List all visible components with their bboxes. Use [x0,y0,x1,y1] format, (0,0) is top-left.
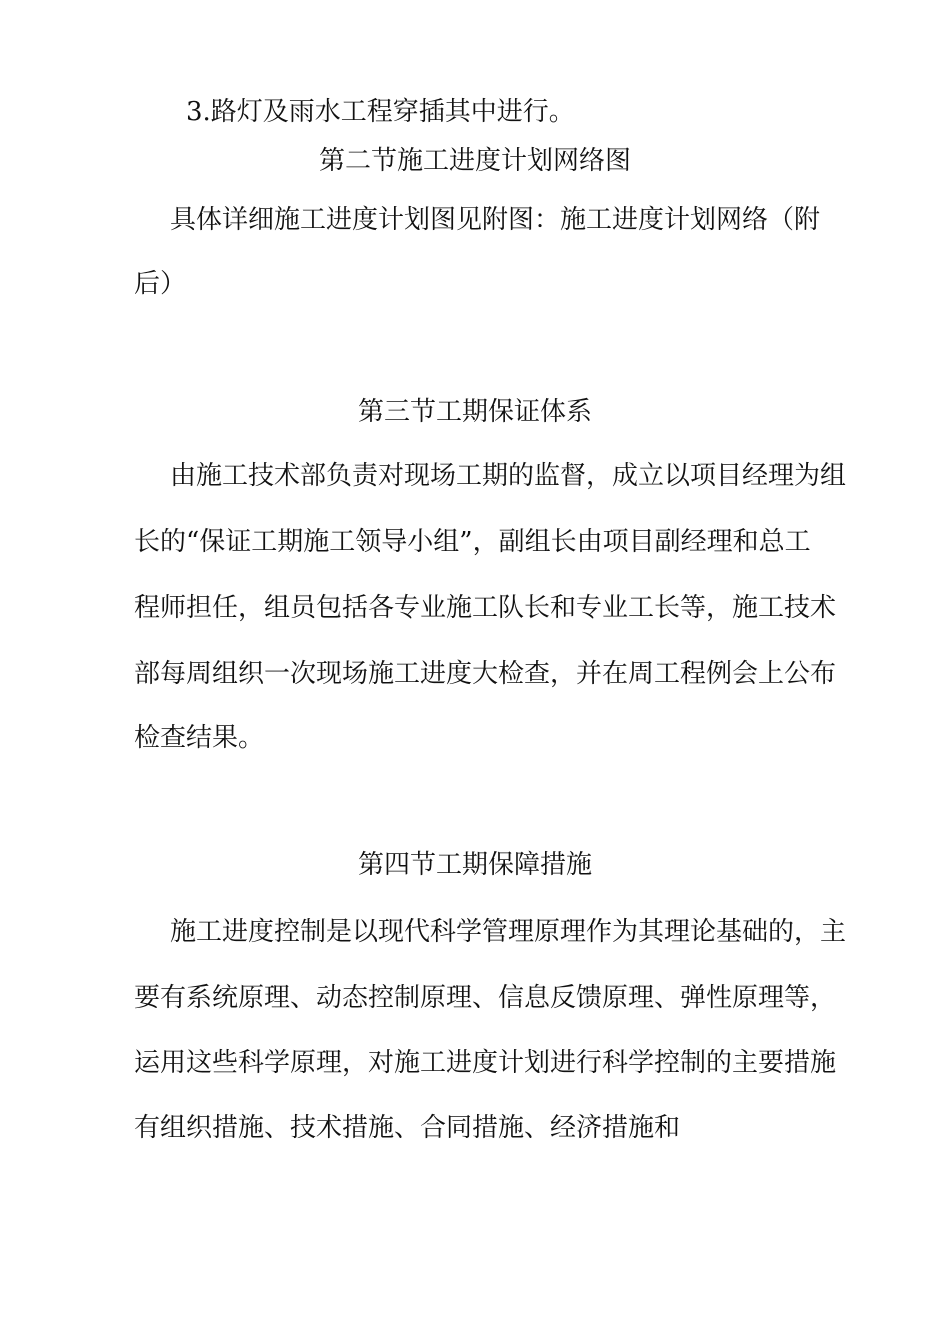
paragraph-line: 检查结果。 [134,723,265,753]
paragraph-line: 具体详细施工进度计划图见附图：施工进度计划网络（附 [170,205,821,235]
paragraph-line: 程师担任，组员包括各专业施工队长和专业工长等，施工技术 [134,593,837,623]
paragraph-line: 施工进度控制是以现代科学管理原理作为其理论基础的，主 [170,917,847,947]
section-heading-2: 第二节施工进度计划网络图 [318,146,631,176]
section-heading-3: 第三节工期保证体系 [357,397,592,427]
section-heading-4: 第四节工期保障措施 [357,850,592,880]
paragraph-line: 要有系统原理、动态控制原理、信息反馈原理、弹性原理等， [134,983,837,1013]
paragraph-line: 由施工技术部负责对现场工期的监督，成立以项目经理为组 [170,461,847,491]
paragraph-line: 长的“保证工期施工领导小组”，副组长由项目副经理和总工 [134,527,811,557]
paragraph-line: 有组织措施、技术措施、合同措施、经济措施和 [134,1113,681,1143]
paragraph-line: 部每周组织一次现场施工进度大检查，并在周工程例会上公布 [134,659,837,689]
paragraph-line: 后） [134,269,187,299]
list-item-3: 3.路灯及雨水工程穿插其中进行。 [186,97,575,127]
paragraph-line: 运用这些科学原理，对施工进度计划进行科学控制的主要措施 [134,1048,837,1078]
